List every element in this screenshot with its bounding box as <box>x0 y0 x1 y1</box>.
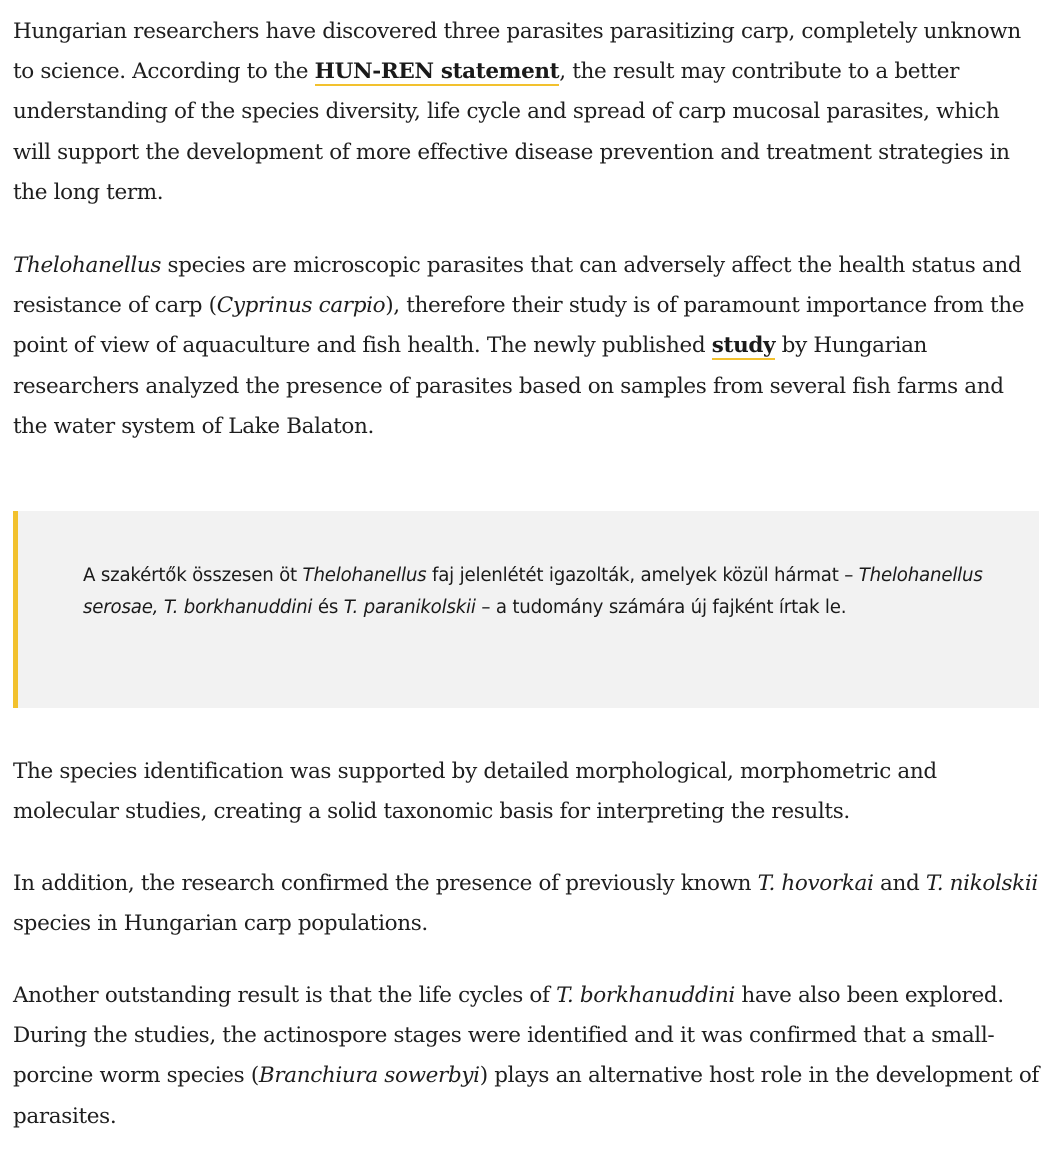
species-name: Cyprinus carpio <box>216 293 386 319</box>
p4-text-1: In addition, the research confirmed the presence of previously known <box>13 871 758 896</box>
p4-species-1: T. hovorkai <box>757 871 874 896</box>
quote-genus: Thelohanellus <box>302 565 427 586</box>
p2-text-2: ), therefore their study is of paramount importance from the point of view of aquaculture and fish health. The newly published <box>13 293 1025 359</box>
quote-text-3: és <box>312 597 344 618</box>
p4-text-2: and <box>873 871 926 896</box>
quote-text-4: – a tudomány számára új fajként írtak le. <box>475 597 847 618</box>
quote-text-2: faj jelenlétét igazolták, amelyek közül hármat – <box>426 565 859 586</box>
intro-text-end: , the result may contribute to a better understanding of the species diversity, life cycle and spread of carp mucosal parasites, which will support the development of more effective disease prevention and treatment strategies in the long term. <box>13 59 1010 205</box>
quote-species-1: Thelohanellus serosae, T. borkhanuddini <box>83 565 983 618</box>
p5-text-3: ) plays an alternative host role in the development of parasites. <box>13 1063 1040 1129</box>
p2-text-1: species are microscopic parasites that can adversely affect the health status and resistance of carp ( <box>13 253 1022 319</box>
paragraph-life-cycle <box>13 976 1043 1137</box>
p5-text-1: Another outstanding result is that the life cycles of <box>13 983 557 1008</box>
paragraph-identification: The species identification was supported by detailed morphological, morphometric and molecular studies, creating a solid taxonomic basis for interpreting the results. <box>13 759 937 825</box>
genus-name: Thelohanellus <box>13 253 162 278</box>
hun-ren-statement-link[interactable]: HUN-REN statement <box>314 59 560 85</box>
quote-text-1: A szakértők összesen öt <box>83 565 303 586</box>
pull-quote-text <box>83 560 983 624</box>
p4-text-3: species in Hungarian carp populations. <box>13 911 428 937</box>
study-link[interactable]: study <box>711 333 776 359</box>
p5-species-1: T. borkhanuddini <box>556 983 735 1008</box>
pull-quote <box>13 511 1039 708</box>
p2-text-3: by Hungarian researchers analyzed the presence of parasites based on samples from several fish farms and the water system of Lake Balaton. <box>13 333 1004 439</box>
paragraph-intro <box>13 12 1043 213</box>
paragraph-thelohanellus <box>13 246 1043 447</box>
paragraph-known-species <box>13 864 1043 944</box>
quote-species-2: T. paranikolskii <box>343 597 476 618</box>
intro-text-start: Hungarian researchers have discovered three parasites parasitizing carp, completely unknown to science. According to the <box>13 19 1021 85</box>
p5-text-2: have also been explored. During the studies, the actinospore stages were identified and it was confirmed that a small-porcine worm species ( <box>13 983 1004 1089</box>
p5-species-2: Branchiura sowerbyi <box>258 1063 480 1089</box>
p4-species-2: T. nikolskii <box>925 871 1038 896</box>
